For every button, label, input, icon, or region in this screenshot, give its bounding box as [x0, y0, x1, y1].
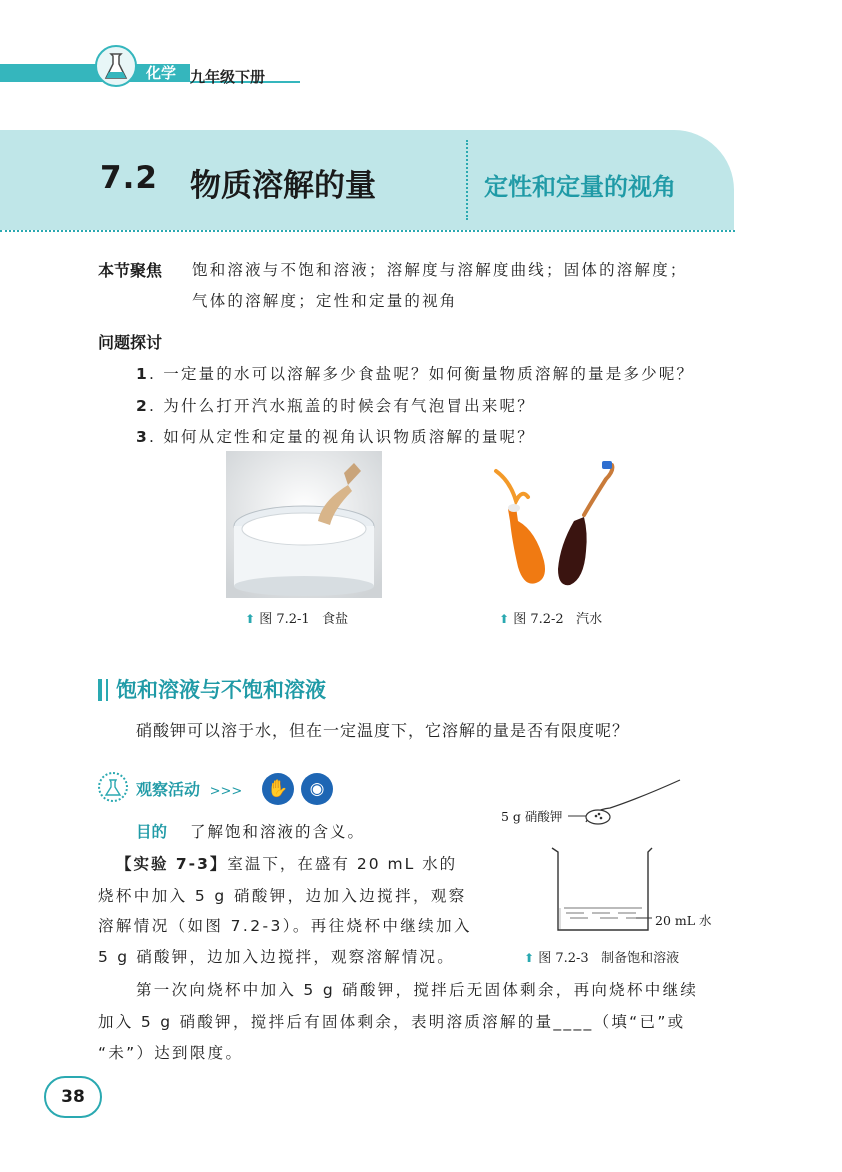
figure-2-number: 图 7.2-2 [513, 612, 564, 627]
caption-arrow-icon: ⬆ [245, 612, 256, 626]
experiment-line-1-text: 室温下，在盛有 20 mL 水的 [227, 855, 458, 873]
question-2-number: 2 [136, 397, 149, 415]
activity-purpose [136, 820, 365, 842]
focus-line-2: 气体的溶解度；定性和定量的视角 [192, 292, 458, 310]
question-3-number: 3 [136, 428, 149, 446]
section-title: 饱和溶液与不饱和溶液 [116, 678, 326, 702]
figure-1-name: 食盐 [322, 612, 349, 627]
spoon-label: 5 g 硝酸钾 [501, 809, 563, 824]
observation-icon [98, 772, 128, 802]
question-3 [136, 425, 535, 447]
banner-dotted-rule [0, 230, 735, 232]
section-intro: 硝酸钾可以溶于水，但在一定温度下，它溶解的量是否有限度呢？ [136, 721, 630, 740]
experiment-line-1 [116, 852, 457, 874]
flask-logo-icon [94, 44, 138, 88]
salt-jar-image [226, 451, 382, 598]
conclusion-line-1: 第一次向烧杯中加入 5 g 硝酸钾，搅拌后无固体剩余，再向烧杯中继续 [136, 981, 699, 999]
banner-divider [466, 140, 468, 220]
conclusion-line-2: 加入 5 g 硝酸钾，搅拌后有固体剩余，表明溶质溶解的量____（填“已”或 [98, 1013, 686, 1031]
wash-hands-icon: ✋ [262, 773, 294, 805]
figure-2-caption [499, 608, 602, 627]
figure-3-number: 图 7.2-3 [538, 951, 589, 966]
chapter-title: 物质溶解的量 [190, 168, 376, 204]
question-2-text: . 为什么打开汽水瓶盖的时候会有气泡冒出来呢？ [149, 397, 535, 415]
soda-bottles-image [488, 461, 628, 593]
water-label: 20 mL 水 [655, 913, 712, 928]
subject-label: 化学 [138, 65, 184, 82]
flask-icon [100, 774, 126, 800]
figure-2-name: 汽水 [576, 612, 603, 627]
safety-goggles-icon: ◉ [301, 773, 333, 805]
section-marker-thin [106, 679, 108, 701]
figure-3-name: 制备饱和溶液 [601, 951, 680, 966]
experiment-label: 【实验 7-3】 [116, 855, 228, 873]
conclusion-line-3: “未”）达到限度。 [98, 1044, 244, 1062]
caption-arrow-icon: ⬆ [499, 612, 510, 626]
experiment-line-3: 溶解情况（如图 7.2-3）。再往烧杯中继续加入 [98, 917, 472, 935]
focus-label: 本节聚焦 [98, 261, 163, 280]
caption-arrow-icon: ⬆ [524, 951, 535, 965]
activity-title-text: 观察活动 [136, 780, 201, 799]
question-1-number: 1 [136, 365, 149, 383]
chapter-number: 7.2 [100, 160, 158, 196]
purpose-label: 目的 [136, 823, 168, 841]
question-1-text: . 一定量的水可以溶解多少食盐呢？如何衡量物质溶解的量是多少呢？ [149, 365, 695, 383]
question-3-text: . 如何从定性和定量的视角认识物质溶解的量呢？ [149, 428, 535, 446]
question-1 [136, 362, 694, 384]
activity-chevrons: >>> [209, 784, 243, 799]
question-2 [136, 394, 535, 416]
activity-title [136, 777, 242, 800]
figure-3-caption [524, 947, 679, 966]
focus-line-1: 饱和溶液与不饱和溶液；溶解度与溶解度曲线；固体的溶解度； [192, 261, 688, 279]
questions-label: 问题探讨 [98, 333, 163, 352]
figure-1-caption [245, 608, 348, 627]
experiment-line-2: 烧杯中加入 5 g 硝酸钾，边加入边搅拌，观察 [98, 887, 467, 905]
chapter-subtitle: 定性和定量的视角 [484, 173, 676, 201]
section-marker [98, 679, 102, 701]
page-number: 38 [61, 1087, 85, 1107]
experiment-line-4: 5 g 硝酸钾，边加入边搅拌，观察溶解情况。 [98, 948, 455, 966]
grade-label: 九年级下册 [190, 68, 266, 86]
figure-1-number: 图 7.2-1 [259, 612, 310, 627]
purpose-text: 了解饱和溶液的含义。 [189, 823, 365, 841]
